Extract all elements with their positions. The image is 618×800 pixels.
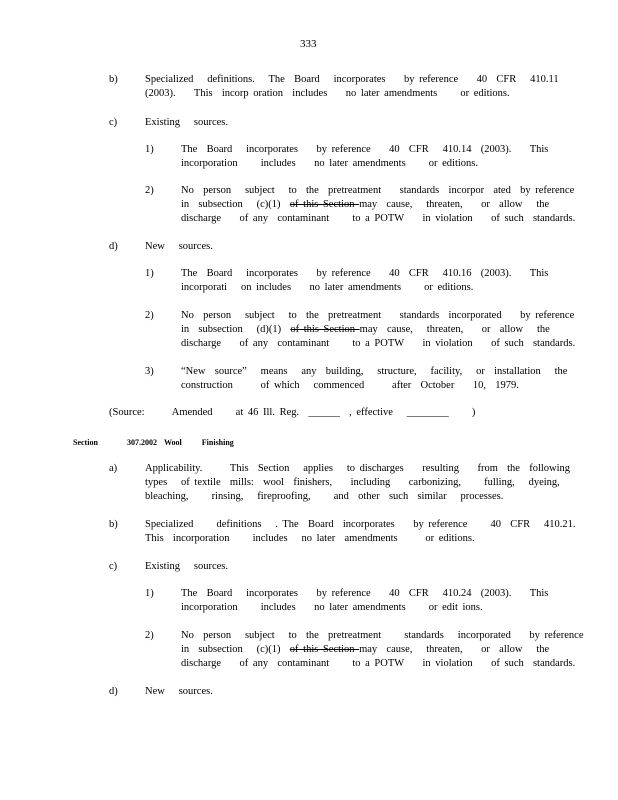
page-number: 333 (300, 38, 317, 50)
paragraph-line: discharge of any contaminant to a POTW in violation of such standards. (181, 338, 576, 349)
paragraph-line: (2003). This incorp oration includes no later amendments or editions. (145, 88, 510, 99)
text-segment: may cause, threaten, or allow the (359, 199, 550, 210)
item-label: 1) (145, 144, 154, 155)
subheading: Existing sources. (145, 561, 228, 572)
paragraph-line: incorporati on includes no later amendments or editions. (181, 282, 474, 293)
item-label: 2) (145, 310, 154, 321)
item-label: d) (109, 686, 118, 697)
section-title: Wool Finishing (164, 438, 234, 447)
paragraph-line: No person subject to the pretreatment standards incorporated by reference (181, 630, 584, 641)
item-label: 1) (145, 268, 154, 279)
section-label: Section (73, 438, 98, 447)
item-label: c) (109, 561, 118, 572)
subheading: New sources. (145, 241, 213, 252)
paragraph-line: The Board incorporates by reference 40 CFR 410.14 (2003). This (181, 144, 549, 155)
paragraph-line: discharge of any contaminant to a POTW in violation of such standards. (181, 213, 576, 224)
text-segment: may cause, threaten, or allow the (359, 324, 550, 335)
paragraph-line (181, 198, 549, 212)
item-label: b) (109, 74, 118, 85)
item-label: b) (109, 519, 118, 530)
subheading: Existing sources. (145, 117, 228, 128)
paragraph-line: construction of which commenced after October 10, 1979. (181, 380, 519, 391)
paragraph-line: incorporation includes no later amendments or editions. (181, 158, 479, 169)
paragraph-line: Specialized definitions . The Board incorporates by reference 40 CFR 410.21. (145, 519, 576, 530)
paragraph-line: types of textile mills: wool finishers, including carbonizing, fulling, dyeing, (145, 477, 560, 488)
paragraph-line: discharge of any contaminant to a POTW in violation of such standards. (181, 658, 576, 669)
paragraph-line: bleaching, rinsing, fireproofing, and other such similar processes. (145, 491, 504, 502)
section-number: 307.2002 (127, 438, 157, 447)
paragraph-line: The Board incorporates by reference 40 CFR 410.16 (2003). This (181, 268, 549, 279)
source-note: (Source: Amended at 46 Ill. Reg. ______ , effective ________ ) (109, 407, 476, 418)
text-segment: in subsection (d)(1) (181, 324, 291, 335)
item-label: c) (109, 117, 118, 128)
struck-text: of this Section (289, 199, 360, 210)
paragraph-line: The Board incorporates by reference 40 CFR 410.24 (2003). This (181, 588, 549, 599)
text-segment: may cause, threaten, or allow the (359, 644, 550, 655)
paragraph-line: Specialized definitions. The Board incorporates by reference 40 CFR 410.11 (145, 74, 559, 85)
item-label: d) (109, 241, 118, 252)
item-label: a) (109, 463, 118, 474)
paragraph-line: No person subject to the pretreatment standards incorpor ated by reference (181, 185, 575, 196)
paragraph-line (181, 643, 549, 657)
paragraph-line: Applicability. This Section applies to discharges resulting from the following (145, 463, 571, 474)
item-label: 1) (145, 588, 154, 599)
paragraph-line: incorporation includes no later amendments or edit ions. (181, 602, 483, 613)
text-segment: in subsection (c)(1) (181, 644, 290, 655)
struck-text: of this Section (289, 644, 360, 655)
item-label: 2) (145, 185, 154, 196)
item-label: 2) (145, 630, 154, 641)
text-segment: in subsection (c)(1) (181, 199, 290, 210)
paragraph-line: “New source” means any building, structure, facility, or installation the (181, 366, 568, 377)
item-label: 3) (145, 366, 154, 377)
paragraph-line: No person subject to the pretreatment standards incorporated by reference (181, 310, 575, 321)
struck-text: of this Section (290, 324, 360, 335)
subheading: New sources. (145, 686, 213, 697)
paragraph-line: This incorporation includes no later amendments or editions. (145, 533, 475, 544)
paragraph-line (181, 323, 550, 337)
